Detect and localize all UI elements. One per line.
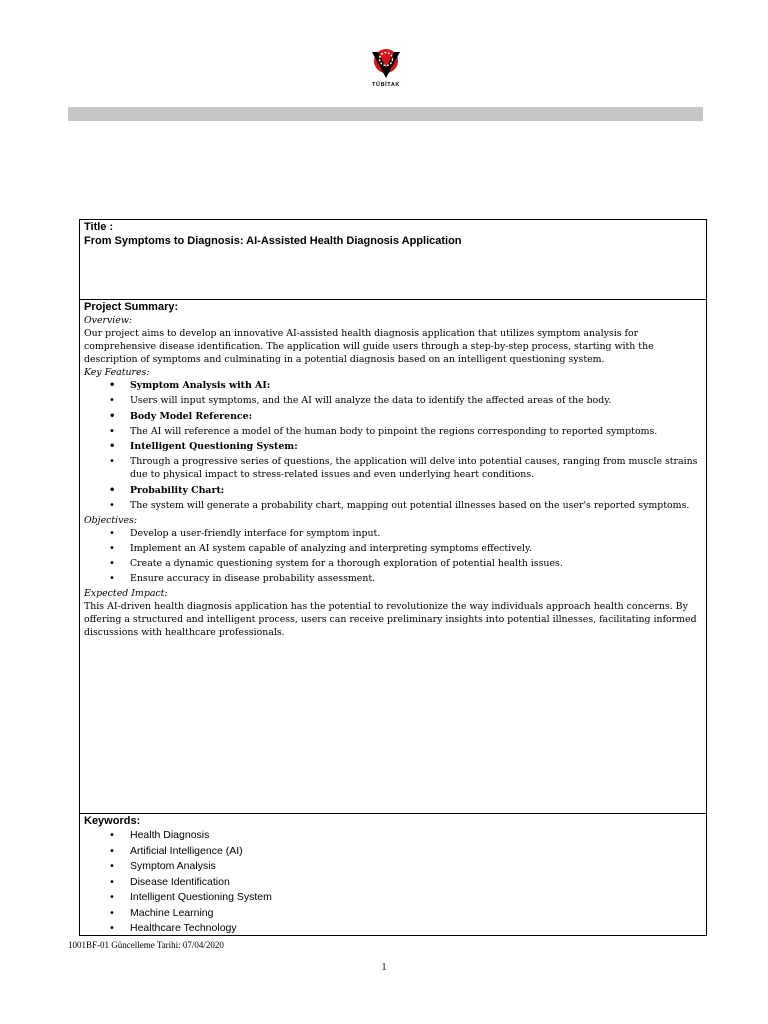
title-label: Title : bbox=[84, 221, 114, 233]
page-number: 1 bbox=[381, 962, 387, 973]
keywords-list bbox=[84, 828, 702, 937]
footer-text: 1001BF-01 Güncelleme Tarihi: 07/04/2020 bbox=[68, 940, 224, 950]
impact-heading: Expected Impact: bbox=[84, 588, 168, 600]
feature-heading: • Intelligent Questioning System: bbox=[84, 440, 702, 453]
tubitak-emblem-icon bbox=[366, 46, 406, 82]
features-heading: Key Features: bbox=[84, 367, 150, 378]
feature-detail: • Users will input symptoms, and the AI will analyze the data to identify the affected areas of the body. bbox=[84, 394, 702, 407]
keyword-item: • Healthcare Technology bbox=[84, 921, 702, 937]
feature-heading: • Symptom Analysis with AI: bbox=[84, 379, 702, 392]
logo-text: TÜBİTAK bbox=[372, 82, 400, 88]
objective-item: • Create a dynamic questioning system for a thorough exploration of potential health issues. bbox=[84, 557, 702, 570]
objectives-heading: Objectives: bbox=[84, 515, 137, 527]
feature-detail: • The AI will reference a model of the human body to pinpoint the regions corresponding to reported symptoms. bbox=[84, 425, 702, 438]
objective-item: • Develop a user-friendly interface for symptom input. bbox=[84, 527, 702, 540]
feature-heading: • Probability Chart: bbox=[84, 484, 702, 497]
title-cell bbox=[79, 219, 707, 300]
project-title: From Symptoms to Diagnosis: AI-Assisted Health Diagnosis Application bbox=[84, 235, 462, 247]
overview-text: Our project aims to develop an innovative AI-assisted health diagnosis application that utilizes symptom analysis for comprehensive disease identification. The application will guide users through a step-by-step process, starting with the description of symptoms and culminating in a potential diagnosis based on an intelligent questioning system. bbox=[84, 328, 654, 365]
keyword-item: • Symptom Analysis bbox=[84, 859, 702, 875]
summary-cell bbox=[79, 299, 707, 814]
feature-detail: • Through a progressive series of questions, the application will delve into potential causes, ranging from muscle strains due to physical impact to stress-related issues and even underlying heart conditions. bbox=[84, 455, 702, 481]
keyword-item: • Health Diagnosis bbox=[84, 828, 702, 844]
impact-text: This AI-driven health diagnosis application has the potential to revolutionize the way individuals approach health concerns. By offering a structured and intelligent process, users can receive preliminary insights into potential illnesses, facilitating informed discussions with healthcare professionals. bbox=[84, 601, 697, 639]
features-list bbox=[84, 379, 702, 512]
header-band bbox=[68, 107, 703, 121]
feature-detail: • The system will generate a probability chart, mapping out potential illnesses based on the user's reported symptoms. bbox=[84, 499, 702, 512]
overview-heading: Overview: bbox=[84, 315, 133, 326]
objective-item: • Implement an AI system capable of analyzing and interpreting symptoms effectively. bbox=[84, 542, 702, 555]
keyword-item: • Disease Identification bbox=[84, 875, 702, 891]
summary-label: Project Summary: bbox=[84, 301, 179, 313]
feature-heading: • Body Model Reference: bbox=[84, 410, 702, 423]
keywords-label: Keywords: bbox=[84, 815, 141, 827]
objective-item: • Ensure accuracy in disease probability assessment. bbox=[84, 572, 702, 585]
keywords-cell bbox=[79, 813, 707, 936]
tubitak-logo bbox=[366, 46, 406, 92]
keyword-item: • Artificial Intelligence (AI) bbox=[84, 844, 702, 860]
keyword-item: • Machine Learning bbox=[84, 906, 702, 922]
objectives-list bbox=[84, 527, 702, 585]
keyword-item: • Intelligent Questioning System bbox=[84, 890, 702, 906]
